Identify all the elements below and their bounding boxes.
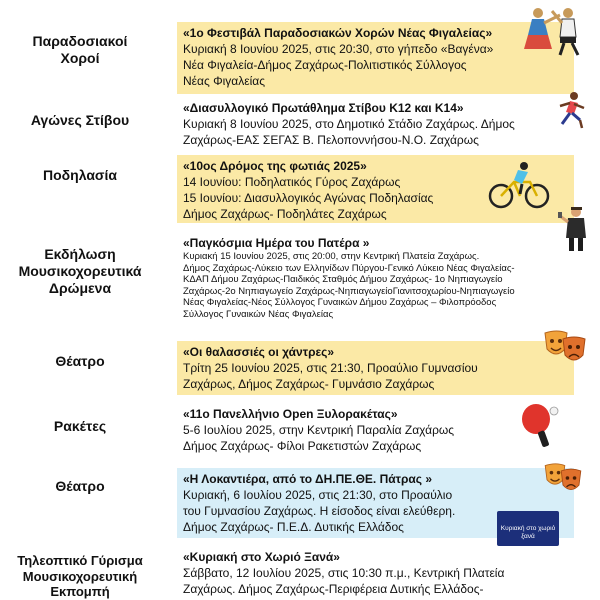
event-title: «Κυριακή στο Χωριό Ξανά» — [183, 550, 340, 564]
event-detail: Ζαχάρως-2ο Νηπιαγωγείο Ζαχάρως-ΝηπιαγωγείοΓιανιτσοχωρίου-Νηπιαγωγείο — [183, 285, 515, 297]
dancing-couple-icon — [522, 5, 588, 57]
singer-icon — [558, 206, 592, 252]
event-detail: Ζαχάρως, Δήμος Ζαχάρως- Γυμνάσιο Ζαχάρως — [183, 377, 435, 391]
badge-line: ξανά — [521, 533, 535, 540]
event-detail: Τρίτη 25 Ιουνίου 2025, στις 21:30, Προαύλιο Γυμνασίου — [183, 361, 478, 375]
event-detail: Νέα Φιγαλεία-Δήμος Ζαχάρως-Πολιτιστικός Σύλλογος — [183, 58, 467, 72]
event-title: «1ο Φεστιβάλ Παραδοσιακών Χορών Νέας Φιγαλείας» — [183, 26, 493, 40]
event-title: «Παγκόσμια Ημέρα του Πατέρα » — [183, 236, 370, 250]
event-detail: Κυριακή 8 Ιουνίου 2025, στο Δημοτικό Στάδιο Ζαχάρως. Δήμος — [183, 117, 515, 131]
category-line: Θέατρο — [55, 478, 105, 494]
paddle-racket-icon — [520, 403, 560, 449]
category-line: Ποδηλασία — [43, 167, 117, 183]
cyclist-icon — [488, 162, 550, 210]
event-detail: Ζαχάρως-ΕΑΣ ΣΕΓΑΣ Β. Πελοποννήσου-Ν.Ο. Ζαχάρως — [183, 133, 479, 147]
event-card — [177, 97, 574, 149]
badge-line: Κυριακή στο χωριό — [500, 525, 556, 532]
tv-show-logo-icon — [497, 511, 559, 546]
category-line: Εκπομπή — [50, 584, 110, 599]
event-detail: Κυριακή 8 Ιουνίου 2025, στις 20:30, στο γήπεδο «Βαγένα» — [183, 42, 494, 56]
event-card — [177, 546, 574, 600]
event-detail: Κυριακή 15 Ιουνίου 2025, στις 20:00, στην Κεντρική Πλατεία Ζαχάρως. — [183, 251, 480, 262]
event-detail: Δήμος Ζαχάρως- Π.Ε.Δ. Δυτικής Ελλάδος — [183, 520, 404, 534]
category-line: Αγώνες Στίβου — [30, 112, 130, 128]
event-detail: Σάββατο, 12 Ιουλίου 2025, στις 10:30 π.μ., Κεντρική Πλατεία — [183, 566, 505, 580]
event-category — [0, 246, 160, 297]
event-card — [177, 403, 574, 457]
category-line: Χοροί — [60, 50, 100, 66]
category-line: Δρώμενα — [48, 280, 112, 296]
event-category — [0, 418, 160, 435]
event-title: «Η Λοκαντιέρα, από το ΔΗ.ΠΕ.ΘΕ. Πάτρας » — [183, 472, 433, 486]
event-title: «Οι θαλασσιές οι χάντρες» — [183, 345, 335, 359]
event-detail: 15 Ιουνίου: Διασυλλογικός Αγώνας Ποδηλασίας — [183, 191, 434, 205]
category-line: Ρακέτες — [53, 418, 107, 434]
event-detail: Νέας Φιγαλείας — [183, 74, 265, 88]
event-detail: 14 Ιουνίου: Ποδηλατικός Γύρος Ζαχάρως — [183, 175, 401, 189]
theatre-masks-icon — [543, 329, 587, 365]
event-detail: Νέας Φιγαλείας-Νέος Σύλλογος Γυναικών Δήμου Ζαχάρως – Φιλοπρόοδος — [183, 297, 497, 309]
category-line: Μουσικοχορευτική — [22, 568, 138, 584]
event-detail: Δήμος Ζαχάρως-Λύκειο των Ελληνίδων Πύργου-Γενικό Λύκειο Νέας Φιγαλείας- — [183, 262, 515, 274]
category-line: Τηλεοπτικό Γύρισμα — [17, 553, 143, 568]
event-detail: ΚΔΑΠ Δήμου Ζαχάρως-Παιδικός Σταθμός Δήμου Ζαχάρως- 1ο Νηπιαγωγείο — [183, 274, 503, 286]
event-detail: Ζαχάρως. Δήμος Ζαχάρως-Περιφέρεια Δυτικής Ελλάδος- — [183, 582, 484, 596]
event-detail: Σύλλογος Γυναικών Νέας Φιγαλείας — [183, 308, 334, 320]
event-detail: 5-6 Ιουλίου 2025, στην Κεντρική Παραλία Ζαχάρως — [183, 423, 455, 437]
category-line: Θέατρο — [55, 353, 105, 369]
event-detail: Δήμος Ζαχάρως- Ποδηλάτες Ζαχάρως — [183, 207, 387, 221]
event-category — [0, 33, 160, 67]
category-line: Παραδοσιακοί — [32, 33, 128, 49]
event-detail: του Γυμνασίου Ζαχάρως. Η είσοδος είναι ελεύθερη. — [183, 504, 456, 518]
event-category — [0, 167, 160, 184]
theatre-masks-icon — [543, 462, 583, 494]
category-line: Εκδήλωση — [44, 246, 116, 262]
event-category — [0, 478, 160, 495]
event-category — [0, 112, 160, 129]
category-line: Μουσικοχορευτικά — [18, 263, 142, 279]
event-category — [0, 353, 160, 370]
event-card — [177, 341, 574, 395]
event-title: «Διασυλλογικό Πρωτάθλημα Στίβου Κ12 και Κ14» — [183, 101, 464, 115]
event-detail: Κυριακή, 6 Ιουλίου 2025, στις 21:30, στο Προαύλιο — [183, 488, 453, 502]
runner-icon — [552, 90, 588, 130]
event-card — [177, 22, 574, 94]
event-card — [177, 232, 574, 332]
event-category — [0, 553, 160, 600]
event-title: «10ος Δρόμος της φωτιάς 2025» — [183, 159, 367, 173]
event-title: «11ο Πανελλήνιο Open Ξυλορακέτας» — [183, 407, 398, 421]
event-detail: Δήμος Ζαχάρως- Φίλοι Ρακετιστών Ζαχάρως — [183, 439, 422, 453]
